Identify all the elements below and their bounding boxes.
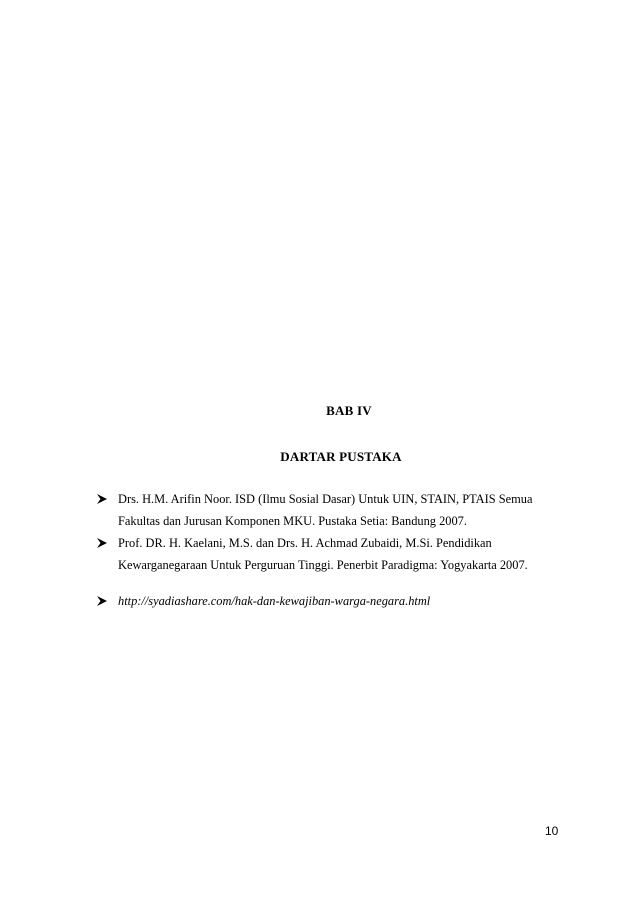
bibliography-entry — [96, 532, 566, 576]
reference-line: Drs. H.M. Arifin Noor. ISD (Ilmu Sosial Dasar) Untuk UIN, STAIN, PTAIS Semua — [118, 492, 533, 506]
bibliography-list — [96, 488, 566, 612]
reference-line: Fakultas dan Jurusan Komponen MKU. Pustaka Setia: Bandung 2007. — [118, 514, 467, 528]
page-number: 10 — [545, 824, 559, 838]
reference-line: Kewarganegaraan Untuk Perguruan Tinggi. Penerbit Paradigma: Yogyakarta 2007. — [118, 558, 528, 572]
chapter-number: BAB IV — [326, 403, 372, 418]
chapter-title: DARTAR PUSTAKA — [280, 449, 402, 464]
bibliography-entry — [96, 590, 566, 612]
arrow-bullet-icon — [96, 488, 110, 510]
arrow-bullet-icon — [96, 590, 110, 612]
reference-url[interactable]: http://syadiashare.com/hak-dan-kewajiban-warga-negara.html — [118, 594, 431, 608]
arrow-bullet-icon — [96, 532, 110, 554]
bibliography-entry — [96, 488, 566, 532]
reference-line: Prof. DR. H. Kaelani, M.S. dan Drs. H. Achmad Zubaidi, M.Si. Pendidikan — [118, 536, 492, 550]
